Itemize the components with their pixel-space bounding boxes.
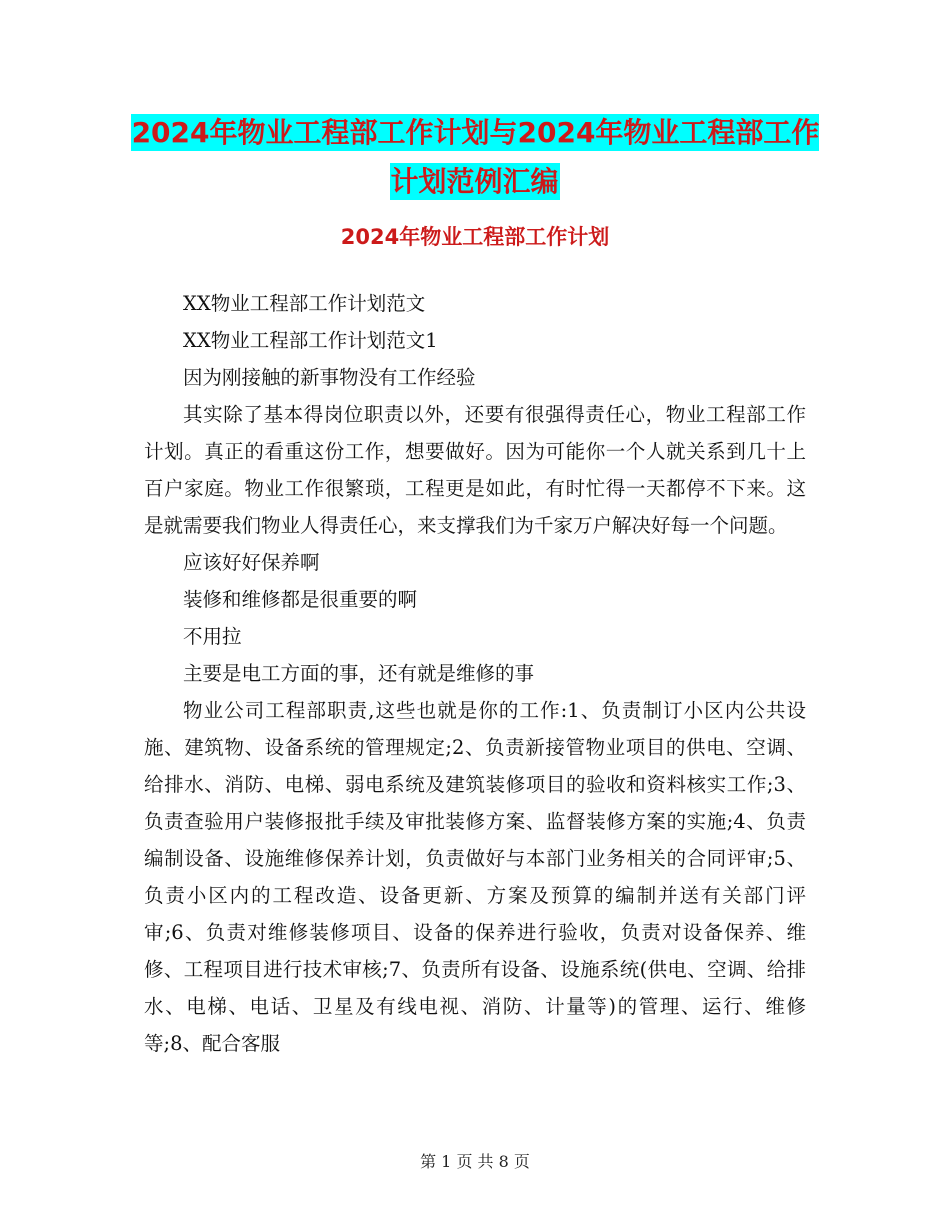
paragraph: 物业公司工程部职责,这些也就是你的工作:1、负责制订小区内公共设施、建筑物、设备系统的管理规定;2、负责新接管物业项目的供电、空调、给排水、消防、电梯、弱电系统及建筑装修项目的验收和资料核实工作;3、负责查验用户装修报批手续及审批装修方案、监督装修方案的实施;4、负责编制设备、设施维修保养计划，负责做好与本部门业务相关的合同评审;5、负责小区内的工程改造、设备更新、方案及预算的编制并送有关部门评审;6、负责对维修装修项目、设备的保养进行验收，负责对设备保养、维修、工程项目进行技术审核;7、负责所有设备、设施系统(供电、空调、给排水、电梯、电话、卫星及有线电视、消防、计量等)的管理、运行、维修等;8、配合客服 <box>144 699 806 1055</box>
page-number-footer: 第 1 页 共 8 页 <box>420 1152 530 1171</box>
paragraph: XX物业工程部工作计划范文 <box>183 292 426 315</box>
paragraph: 装修和维修都是很重要的啊 <box>183 588 418 611</box>
document-title <box>130 108 820 206</box>
paragraph: 不用拉 <box>183 625 242 648</box>
paragraph: 因为刚接触的新事物没有工作经验 <box>183 366 476 389</box>
document-body <box>144 285 806 1062</box>
paragraph: 其实除了基本得岗位职责以外，还要有很强得责任心，物业工程部工作计划。真正的看重这份工作，想要做好。因为可能你一个人就关系到几十上百户家庭。物业工作很繁琐，工程更是如此，有时忙得一天都停不下来。这是就需要我们物业人得责任心，来支撑我们为千家万户解决好每一个问题。 <box>144 403 806 537</box>
paragraph: 主要是电工方面的事，还有就是维修的事 <box>183 662 535 685</box>
paragraph: XX物业工程部工作计划范文1 <box>183 329 438 352</box>
document-title-text: 2024年物业工程部工作计划与2024年物业工程部工作计划范例汇编 <box>131 116 820 198</box>
section-title: 2024年物业工程部工作计划 <box>340 225 610 249</box>
paragraph: 应该好好保养啊 <box>183 551 320 574</box>
